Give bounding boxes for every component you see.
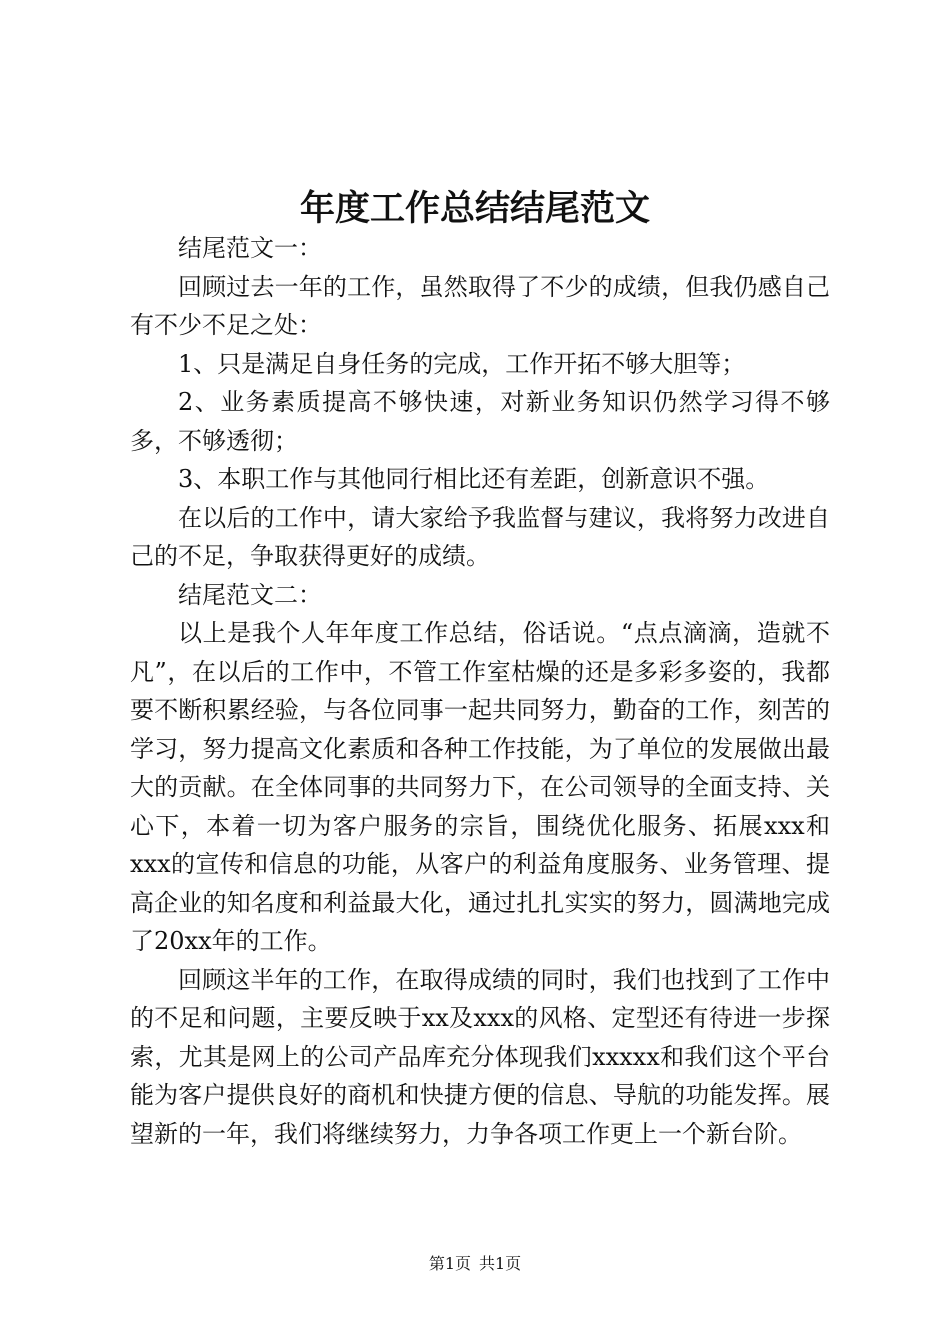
paragraph: 回顾这半年的工作，在取得成绩的同时，我们也找到了工作中的不足和问题，主要反映于xx及xxx的风格、定型还有待进一步探索，尤其是网上的公司产品库充分体现我们xxxxx和我们这个平台能为客户提供良好的商机和快捷方便的信息、导航的功能发挥。展望新的一年，我们将继续努力，力争各项工作更上一个新台阶。 bbox=[130, 965, 830, 1148]
section-heading-two: 结尾范文二： bbox=[178, 580, 322, 609]
section-heading-one: 结尾范文一： bbox=[178, 234, 322, 262]
list-item: 3、本职工作与其他同行相比还有差距，创新意识不强。 bbox=[178, 465, 770, 493]
paragraph: 回顾过去一年的工作，虽然取得了不少的成绩，但我仍感自己有不少不足之处： bbox=[130, 272, 830, 339]
page-number: 第1页 bbox=[428, 1254, 471, 1273]
page-total: 共1页 bbox=[479, 1254, 522, 1273]
list-item: 2、业务素质提高不够快速，对新业务知识仍然学习得不够多，不够透彻； bbox=[130, 388, 830, 455]
document-body bbox=[130, 229, 830, 1153]
paragraph: 在以后的工作中，请大家给予我监督与建议，我将努力改进自己的不足，争取获得更好的成绩。 bbox=[130, 503, 830, 570]
paragraph: 以上是我个人年年度工作总结，俗话说。“点点滴滴，造就不凡”，在以后的工作中，不管工作室枯燥的还是多彩多姿的，我都要不断积累经验，与各位同事一起共同努力，勤奋的工作，刻苦的学习，努力提高文化素质和各种工作技能，为了单位的发展做出最大的贡献。在全体同事的共同努力下，在公司领导的全面支持、关心下，本着一切为客户服务的宗旨，围绕优化服务、拓展xxx和xxx的宣传和信息的功能，从客户的利益角度服务、业务管理、提高企业的知名度和利益最大化，通过扎扎实实的努力，圆满地完成了20xx年的工作。 bbox=[130, 619, 830, 955]
document-title: 年度工作总结结尾范文 bbox=[299, 188, 650, 229]
page-footer bbox=[0, 1253, 950, 1275]
list-item: 1、只是满足自身任务的完成，工作开拓不够大胆等； bbox=[178, 349, 746, 378]
